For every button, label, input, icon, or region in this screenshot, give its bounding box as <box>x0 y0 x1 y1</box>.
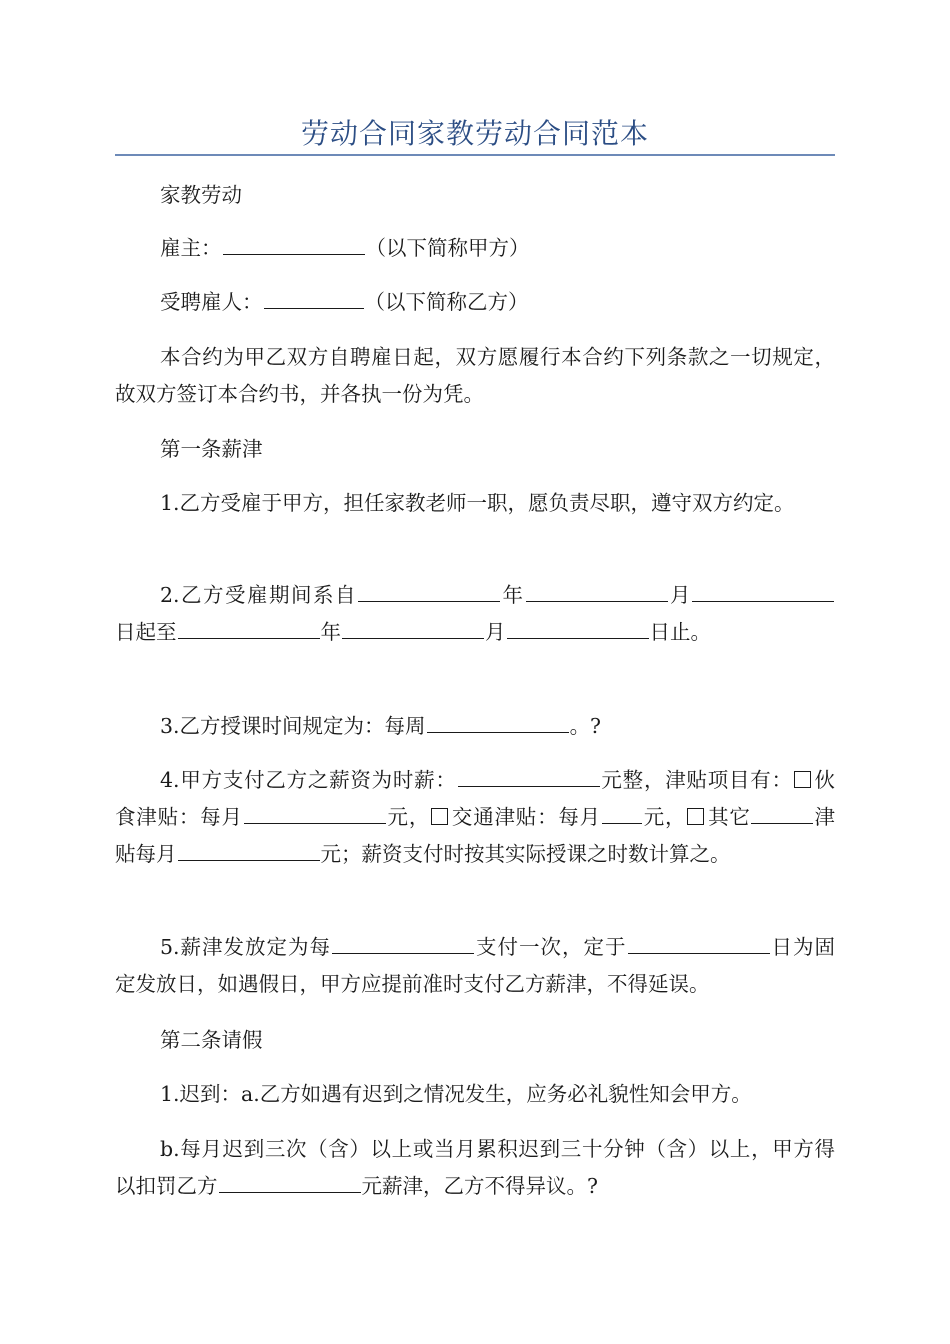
article-2-clause-1: 1.迟到：a.乙方如遇有迟到之情况发生，应务必礼貌性知会甲方。 <box>160 1082 752 1106</box>
article-1-clause-4 <box>115 762 835 873</box>
clause-2-end: 日止。 <box>649 620 711 644</box>
article-1-clause-2 <box>115 577 835 651</box>
article-1-title: 第一条薪津 <box>160 437 263 461</box>
clause-5-text-b: 支付一次，定于 <box>475 935 627 959</box>
start-day-blank <box>692 582 834 602</box>
article-2-clause-b <box>115 1131 835 1205</box>
clause-5-text-a: 5.薪津发放定为每 <box>160 935 332 959</box>
clause-4-text-a: 4.甲方支付乙方之薪资为时薪： <box>160 768 457 792</box>
meal-allowance-label: 伙食津贴：每月 <box>115 768 836 829</box>
clause-2-month: 月 <box>668 583 693 607</box>
employer-note: （以下简称甲方） <box>365 236 530 260</box>
clause-2-year2: 年 <box>320 620 341 644</box>
clause-2-from: 日起至 <box>115 620 177 644</box>
end-day-blank <box>507 619 649 639</box>
clause-4-text-b: 元整，津贴项目有： <box>600 768 793 792</box>
paragraph-intro: 本合约为甲乙双方自聘雇日起，双方愿履行本合约下列条款之一切规定，故双方签订本合约书，并各执一份为凭。 <box>115 345 835 406</box>
end-year-blank <box>178 619 320 639</box>
title-underline <box>115 154 835 156</box>
employer-label: 雇主： <box>160 236 222 260</box>
paragraph-employer <box>115 230 835 267</box>
other-type-blank <box>751 804 813 824</box>
clause-3-text-b: 。? <box>569 714 602 738</box>
hourly-wage-blank <box>458 767 600 787</box>
other-allowance-label: 其它 <box>707 805 751 829</box>
end-month-blank <box>342 619 484 639</box>
start-month-blank <box>526 582 668 602</box>
page-title: 劳动合同家教劳动合同范本 <box>300 117 649 150</box>
employee-note: （以下简称乙方） <box>364 290 529 314</box>
clause-b-text-a: b.每月迟到三次（含）以上或当月累积迟到三十分钟（含）以上，甲方得以扣罚乙方 <box>115 1137 835 1198</box>
article-1-clause-1: 1.乙方受雇于甲方，担任家教老师一职，愿负责尽职，遵守双方约定。 <box>160 491 795 515</box>
meal-yuan: 元， <box>386 805 431 829</box>
employee-blank <box>264 289 364 309</box>
clause-2-year: 年 <box>501 583 525 607</box>
clause-3-text-a: 3.乙方授课时间规定为：每周 <box>160 714 426 738</box>
other-allowance-checkbox[interactable] <box>687 808 704 825</box>
penalty-amount-blank <box>219 1173 361 1193</box>
traffic-amount-blank <box>602 804 642 824</box>
start-year-blank <box>358 582 500 602</box>
employee-label: 受聘雇人： <box>160 290 263 314</box>
other-allowance-monthly: 津贴每月 <box>115 805 836 866</box>
article-1-clause-3 <box>115 708 835 745</box>
clause-b-text-b: 元薪津，乙方不得异议。? <box>361 1174 598 1198</box>
clause-2-text-a: 2.乙方受雇期间系自 <box>160 583 358 607</box>
pay-period-blank <box>332 934 474 954</box>
meal-amount-blank <box>244 804 386 824</box>
paragraph-employee <box>115 284 835 321</box>
clause-5-text-c: 日为固定发放日，如遇假日，甲方应提前准时支付乙方薪津，不得延误。 <box>115 935 836 996</box>
traffic-allowance-label: 交通津贴：每月 <box>451 805 601 829</box>
meal-allowance-checkbox[interactable] <box>794 771 811 788</box>
employer-blank <box>223 235 365 255</box>
pay-day-blank <box>628 934 770 954</box>
weekly-blank <box>427 713 569 733</box>
article-2-title: 第二条请假 <box>160 1028 263 1052</box>
clause-2-month2: 月 <box>485 620 506 644</box>
traffic-yuan: 元， <box>642 805 687 829</box>
article-1-clause-5 <box>115 929 835 1003</box>
paragraph-type: 家教劳动 <box>160 183 242 207</box>
clause-4-end: 元；薪资支付时按其实际授课之时数计算之。 <box>320 842 731 866</box>
traffic-allowance-checkbox[interactable] <box>431 808 448 825</box>
other-amount-blank <box>178 841 320 861</box>
